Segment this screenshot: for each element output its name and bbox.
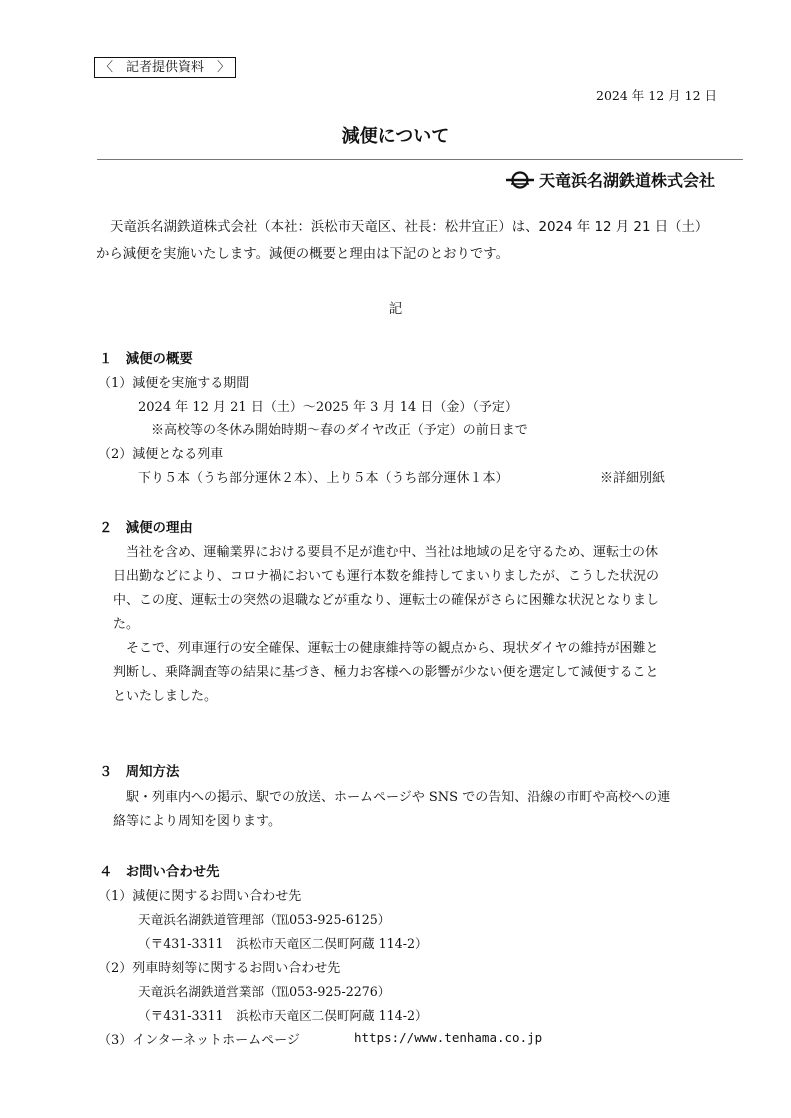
s2-line-4: た。 xyxy=(113,617,140,632)
s2-line-5: そこで、列車運行の安全確保、運転士の健康維持等の観点から、現状ダイヤの維持が困難と xyxy=(126,641,659,656)
section-2-heading: ２ 減便の理由 xyxy=(99,521,193,536)
s2-line-2: 日出勤などにより、コロナ禍においても運行本数を維持してまいりましたが、こうした状況の xyxy=(113,569,660,584)
s1-item2-trains: 下り５本（うち部分運休２本）、上り５本（うち部分運休１本） xyxy=(138,471,509,486)
s3-line-2: 絡等により周知を図ります。 xyxy=(113,814,281,829)
s3-line-1: 駅・列車内への掲示、駅での放送、ホームページや SNS での告知、沿線の市町や高校への連 xyxy=(126,790,671,805)
page-title: 減便について xyxy=(341,126,450,147)
lead-line-1: 天竜浜名湖鉄道株式会社（本社：浜松市天竜区、社長：松井宜正）は、2024 年 12 月 21 日（土） xyxy=(110,220,709,235)
company-logo xyxy=(505,168,715,191)
s1-item2-title: （2）減便となる列車 xyxy=(98,447,224,462)
s4-contact2-title: （2）列車時刻等に関するお問い合わせ先 xyxy=(98,961,341,976)
homepage-link[interactable]: https://www.tenhama.co.jp xyxy=(354,1030,543,1045)
s2-line-7: といたしました。 xyxy=(113,689,218,704)
s2-line-1: 当社を含め、運輸業界における要員不足が進む中、当社は地域の足を守るため、運転士の休 xyxy=(126,545,658,560)
s4-contact1-address: （〒431-3311 浜松市天竜区二俣町阿蔵 114-2） xyxy=(138,936,428,951)
s2-line-6: 判断し、乗降調査等の結果に基づき、極力お客様への影響が少ない便を選定して減便すること xyxy=(113,665,659,680)
issue-date: 2024 年 12 月 12 日 xyxy=(596,88,717,103)
s4-contact2-address: （〒431-3311 浜松市天竜区二俣町阿蔵 114-2） xyxy=(138,1008,428,1023)
s1-item2-ref: ※詳細別紙 xyxy=(600,471,666,486)
title-divider xyxy=(97,159,743,160)
s4-contact2-dept: 天竜浜名湖鉄道営業部（℡053-925-2276） xyxy=(138,984,391,999)
section-4-heading: ４ お問い合わせ先 xyxy=(99,865,220,880)
ki-mark: 記 xyxy=(388,301,403,317)
tenhama-logo-icon xyxy=(505,170,535,190)
s2-line-3: 中、この度、運転士の突然の退職などが重なり、運転士の確保がさらに困難な状況となりまし xyxy=(113,593,660,608)
s4-contact1-dept: 天竜浜名湖鉄道管理部（℡053-925-6125） xyxy=(138,912,391,927)
s1-item1-title: （1）減便を実施する期間 xyxy=(98,376,250,391)
s4-contact3-title: （3）インターネットホームページ xyxy=(98,1033,300,1048)
company-name: 天竜浜名湖鉄道株式会社 xyxy=(538,171,715,190)
section-1-heading: １ 減便の概要 xyxy=(99,352,193,367)
press-release-label: 〈 記者提供資料 〉 xyxy=(94,57,236,78)
section-3-heading: ３ 周知方法 xyxy=(99,765,180,780)
lead-line-2: から減便を実施いたします。減便の概要と理由は下記のとおりです。 xyxy=(96,247,509,262)
s1-item1-note: ※高校等の冬休み開始時期～春のダイヤ改正（予定）の前日まで xyxy=(151,423,528,438)
s4-contact1-title: （1）減便に関するお問い合わせ先 xyxy=(98,889,302,904)
s1-item1-period: 2024 年 12 月 21 日（土）～2025 年 3 月 14 日（金）（予定） xyxy=(138,400,518,415)
